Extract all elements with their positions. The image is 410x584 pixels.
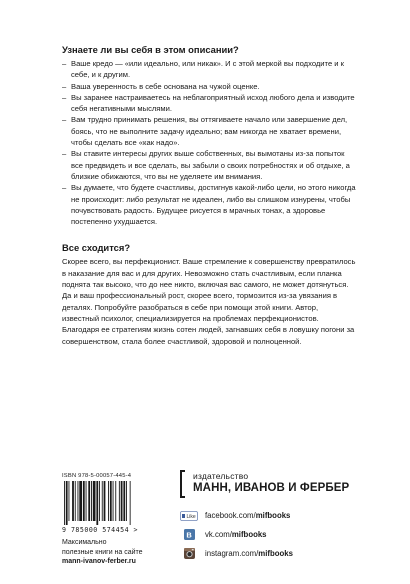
social-url: facebook.com/mifbooks [205,511,291,520]
back-cover-text [62,44,356,347]
symptom-list [62,58,356,227]
list-item: – Вы думаете, что будете счастливы, достигнув какой-либо цели, но этого никогда не происходит: либо результат не идеален, либо вы слишком изнурены, чтобы почувствовать радость. Будущее рисуется в мрачных тонах, а здоровье постепенно ухудшается. [62,182,356,227]
isbn-text: ISBN 978-5-00057-445-4 [62,473,132,479]
list-item: – Вы заранее настраиваетесь на неблагоприятный исход любого дела и изводите себя негативными мыслями. [62,92,356,115]
svg-text:B: B [185,530,192,540]
website-promo [62,538,182,567]
list-item: – Ваша уверенность в себе основана на чужой оценке. [62,81,356,92]
social-url: vk.com/mifbooks [205,530,267,539]
social-link-facebook[interactable] [180,506,380,525]
website-link[interactable]: mann-ivanov-ferber.ru [62,558,136,565]
list-item: – Ваше кредо — «или идеально, или никак». И с этой меркой вы подходите и к себе, и к другим. [62,58,356,81]
publisher-name: МАНН, ИВАНОВ И ФЕРБЕР [193,482,350,494]
barcode-block [62,473,166,534]
list-item: – Вам трудно принимать решения, вы оттягиваете начало или завершение дел, боясь, что не выполните задачу идеально; вам никогда не хватает времени, чтобы сделать все «как надо». [62,114,356,148]
svg-text:Like: Like [186,513,196,520]
publisher-label: издательство [193,471,249,481]
social-link-instagram[interactable] [180,544,380,563]
vk-icon [180,529,198,540]
barcode-image [62,481,162,525]
facebook-like-icon [180,510,198,521]
list-item: – Вы ставите интересы других выше собственных, вы вымотаны из-за попыток все предвидеть и все сделать, вы забыли о своих потребностях и об отдыхе, а близкие обижаются, что вы не уделяете им внимания. [62,148,356,182]
instagram-icon [180,548,198,559]
section-heading: Узнаете ли вы себя в этом описании? [62,44,239,55]
bracket-icon [180,470,185,498]
description-paragraph: Скорее всего, вы перфекционист. Ваше стремление к совершенству превратилось в наказание для вас и для других. Невозможно стать счастливым, если планка поднята так высоко, что до нее никто, включая вас самого, не может дотянуться. Да и ваш профессиональный рост, скорее всего, тормозится из-за увязания в деталях. Попробуйте разобраться в себе при помощи этой книги. Автор, известный психолог, специализируется на проблемах перфекционистов. Благодаря ее стратегиям жизнь сотен людей, загнавших себя в ловушку погони за совершенством, стала более счастливой, здоровой и полноценной. [62,257,356,346]
social-url: instagram.com/mifbooks [205,549,293,558]
social-link-vk[interactable] [180,525,380,544]
section-heading-2: Все сходится? [62,242,131,254]
promo-line: Максимально [62,539,107,546]
promo-line: полезные книги на сайте [62,548,143,556]
barcode-digits: 9 785000 574454 > [62,526,138,534]
social-links [180,506,380,563]
